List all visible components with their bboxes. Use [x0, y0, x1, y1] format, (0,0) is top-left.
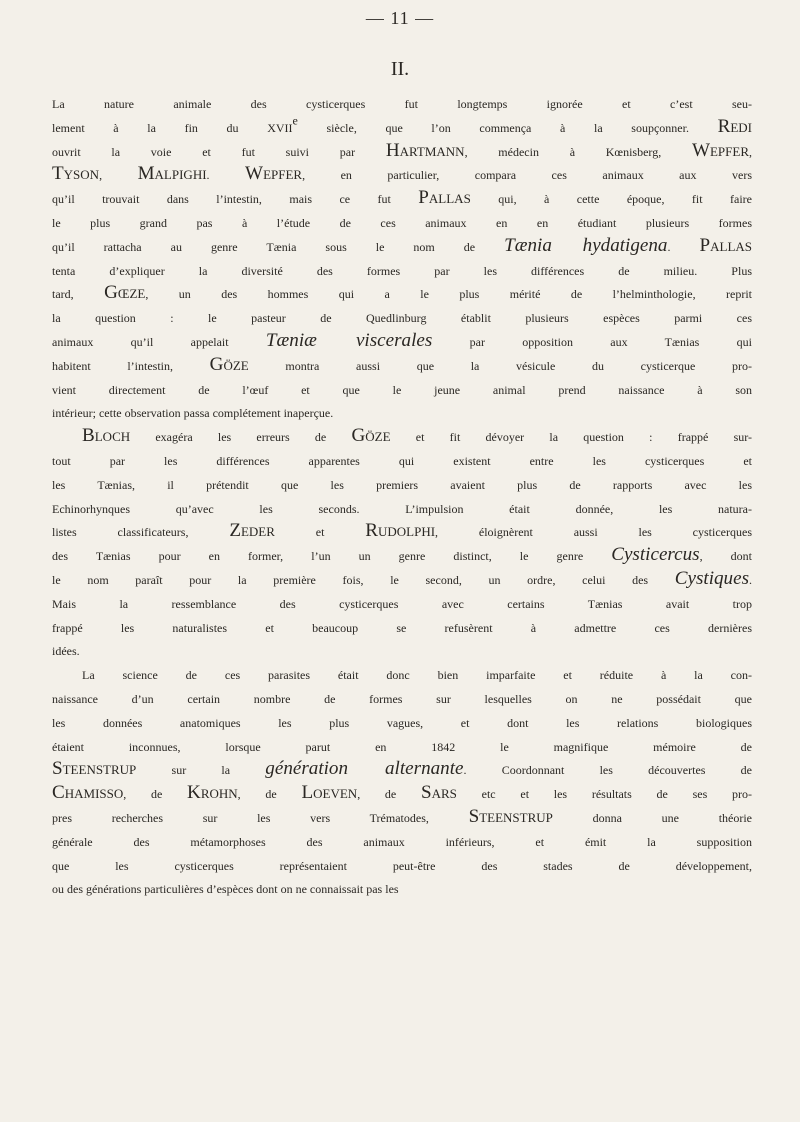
text-line [52, 686, 752, 710]
text-run: donna une théorie [552, 810, 753, 825]
text-run: intérieur; cette observation passa complétement inaperçue. [52, 406, 334, 421]
text-run: que les cysticerques représentaient peut-être des stades de développement, [52, 858, 752, 873]
text-run: , un des hommes qui a le plus mérité de l’helminthologie, reprit [145, 287, 753, 302]
text-run: Echinorhynques qu’avec les seconds. L’impulsion était donnée, les natura- [52, 501, 752, 516]
text-line [52, 519, 752, 543]
text-line [52, 876, 752, 900]
text-run: vient directement de l’œuf et que le jeune animal prend naissance à son [52, 382, 752, 397]
text-line [52, 757, 752, 781]
text-run: tard, [52, 287, 105, 302]
text-run: Chamisso [52, 782, 124, 804]
text-run: siècle, que l’on commença à la soupçonner. [297, 120, 718, 135]
text-run: lement à la fin du XVII [52, 120, 293, 135]
text-line [52, 281, 752, 305]
text-run: , [749, 144, 752, 159]
text-run: la question : le pasteur de Quedlinburg établit plusieurs espèces parmi ces [52, 311, 752, 326]
text-run: etc et les résultats de ses pro- [456, 787, 752, 802]
text-run: , de [357, 787, 421, 802]
text-run: Tyson [52, 163, 100, 185]
text-line [52, 234, 752, 258]
text-run: Loeven [301, 782, 358, 804]
text-run: La nature animale des cysticerques fut longtemps ignorée et c’est seu- [52, 97, 752, 111]
text-line [52, 400, 752, 424]
text-run: frappé les naturalistes et beaucoup se refusèrent à admettre ces dernières [52, 620, 752, 635]
text-run: par opposition aux Tænias qui [432, 334, 753, 349]
text-line [52, 638, 752, 662]
text-run: Zeder [229, 520, 275, 542]
text-run: les Tænias, il prétendit que les premiers avaient plus de rapports avec les [52, 477, 752, 492]
text-run: Steenstrup [468, 805, 553, 827]
text-run: qu’il trouvait dans l’intestin, mais ce fut [52, 192, 419, 207]
text-run: Redi [717, 115, 753, 137]
text-run: , [99, 168, 138, 183]
text-line [52, 353, 752, 377]
text-run: , de [123, 787, 188, 802]
text-run: . [206, 168, 246, 183]
text-run: Tæniæ viscerales [265, 329, 433, 351]
text-run: pres recherches sur les vers Trématodes, [52, 810, 469, 825]
text-line [52, 186, 752, 210]
text-line [52, 210, 752, 234]
text-run: habitent l’intestin, [52, 358, 210, 373]
text-run: Wepfer [245, 163, 303, 185]
text-run: et [274, 525, 366, 540]
text-run: . [749, 572, 752, 587]
text-run: Pallas [699, 234, 753, 256]
text-run: étaient inconnues, lorsque parut en 1842 le magnifique mémoire de [52, 739, 752, 754]
text-line [52, 258, 752, 282]
text-run: La science de ces parasites était donc bien imparfaite et réduite à la con- [82, 668, 752, 683]
text-run: tenta d’expliquer la diversité des formes par les différences de milieu. Plus [52, 263, 752, 278]
text-run: le plus grand pas à l’étude de ces animaux en en étudiant plusieurs formes [52, 215, 752, 230]
text-line [52, 543, 752, 567]
text-run: animaux qu’il appelait [52, 334, 266, 349]
text-run: et fit dévoyer la question : frappé sur- [390, 430, 752, 445]
text-line [52, 829, 752, 853]
text-run: , de [237, 787, 302, 802]
text-run: Göze [209, 353, 249, 375]
text-run: , médecin à Kœnisberg, [464, 144, 692, 159]
text-run: des Tænias pour en former, l’un un genre distinct, le genre [52, 549, 612, 564]
text-run: ouvrit la voie et fut suivi par [52, 144, 386, 159]
text-run: Göze [351, 425, 391, 447]
text-line [52, 710, 752, 734]
text-run: montra aussi que la vésicule du cysticerque pro- [248, 358, 752, 373]
text-line [52, 734, 752, 758]
text-run: exagéra les erreurs de [130, 430, 352, 445]
text-run: qu’il rattacha au genre Tænia sous le nom de [52, 239, 505, 254]
text-run: naissance d’un certain nombre de formes sur lesquelles on ne possédait que [52, 691, 752, 706]
text-run: Sars [420, 782, 457, 804]
section-heading: II. [390, 58, 410, 80]
text-run: sur la [136, 763, 266, 778]
text-run: Pallas [418, 187, 471, 209]
text-line [52, 91, 752, 115]
page-number: — 11 — [365, 8, 435, 28]
text-run: générale des métamorphoses des animaux inférieurs, et émit la supposition [52, 834, 752, 849]
text-run: Cystiques [674, 567, 749, 589]
text-run: Rudolphi [365, 520, 436, 542]
text-run: génération alternante [265, 758, 464, 780]
text-run: le nom paraît pour la première fois, le second, un ordre, celui des [52, 572, 675, 587]
text-line [52, 162, 752, 186]
text-run: Steenstrup [52, 758, 137, 780]
text-run: Krohn [187, 782, 238, 804]
text-line [52, 781, 752, 805]
text-line [52, 448, 752, 472]
text-line [52, 567, 752, 591]
text-run: Wepfer [691, 139, 749, 161]
text-run: , dont [699, 549, 752, 564]
text-line [52, 377, 752, 401]
text-line [52, 139, 752, 163]
text-line [52, 305, 752, 329]
text-run: Cysticercus [611, 544, 700, 566]
text-run: Bloch [82, 425, 131, 447]
text-run: , en particulier, compara ces animaux aux vers [302, 168, 753, 183]
text-run: ou des générations particulières d’espèces dont on ne connaissait pas les [52, 882, 399, 897]
body-text [52, 91, 752, 900]
text-line [52, 115, 752, 139]
text-run: , éloignèrent aussi les cysticerques [435, 525, 752, 540]
text-line [52, 329, 752, 353]
text-line [52, 853, 752, 877]
text-line [52, 615, 752, 639]
text-run: Hartmann [385, 139, 465, 161]
text-run: qui, à cette époque, fit faire [470, 192, 752, 207]
text-run: idées. [52, 644, 80, 659]
text-run: les données anatomiques les plus vagues, et dont les relations biologiques [52, 715, 752, 730]
text-line [52, 591, 752, 615]
text-run: tout par les différences apparentes qui existent entre les cysticerques et [52, 453, 752, 468]
text-line [52, 805, 752, 829]
text-line [52, 496, 752, 520]
text-run: Tænia hydatigena [504, 234, 668, 256]
text-run: . [667, 239, 700, 254]
text-run: . Coordonnant les découvertes de [463, 763, 753, 778]
text-line [52, 472, 752, 496]
text-run: Malpighi [137, 163, 207, 185]
text-line [52, 662, 752, 686]
text-run: listes classificateurs, [52, 525, 230, 540]
text-line [52, 424, 752, 448]
text-run: Gœze [104, 282, 146, 304]
text-run: e [292, 113, 298, 128]
text-run: Mais la ressemblance des cysticerques avec certains Tænias avait trop [52, 596, 752, 611]
